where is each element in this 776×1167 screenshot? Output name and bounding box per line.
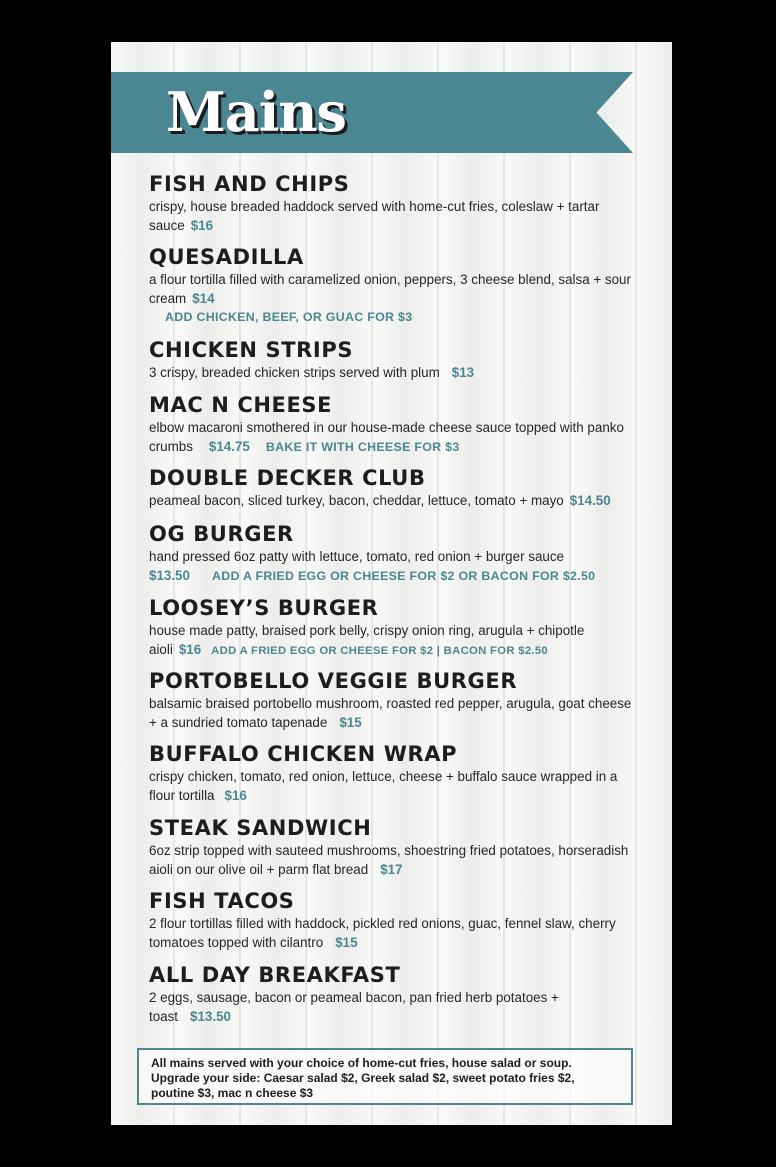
item-name: OG BURGER (149, 522, 294, 546)
item-name: FISH AND CHIPS (149, 172, 350, 196)
item-addon: BAKE IT WITH CHEESE FOR $3 (265, 440, 460, 454)
menu-item-fish-tacos (149, 889, 641, 952)
upgrade-info-line: Upgrade your side: Caesar salad $2, Greek salad $2, sweet potato fries $2, poutine $3, mac n cheese $3 (151, 1071, 575, 1100)
menu-item-mac-n-cheese (149, 393, 641, 457)
menu-item-portobello-veggie-burger (149, 669, 641, 732)
menu-item-steak-sandwich (149, 816, 641, 879)
item-price: $14.50 (569, 493, 611, 508)
item-name: FISH TACOS (149, 889, 295, 913)
item-description: a flour tortilla filled with caramelized onion, peppers, 3 cheese blend, salsa + sour cream $14 ADD CHICKEN, BEEF, OR GUAC FOR $3 (149, 270, 641, 327)
item-description: 2 flour tortillas filled with haddock, pickled red onions, guac, fennel slaw, cherry tomatoes topped with cilantro $15 (149, 916, 616, 950)
item-addon: ADD A FRIED EGG OR CHEESE FOR $2 OR BACON FOR $2.50 (211, 569, 596, 583)
item-description: house made patty, braised pork belly, crispy onion ring, arugula + chipotle aioli $16 ADD A FRIED EGG OR CHEESE FOR $2 | BACON FOR $2.50 (149, 623, 585, 657)
item-name: LOOSEY’S BURGER (149, 596, 379, 620)
item-name: STEAK SANDWICH (149, 816, 372, 840)
item-name: BUFFALO CHICKEN WRAP (149, 742, 458, 766)
sides-info-line: All mains served with your choice of home-cut fries, house salad or soup. (151, 1056, 572, 1070)
item-description: 2 eggs, sausage, bacon or peameal bacon, pan fried herb potatoes + toast $13.50 (149, 990, 559, 1024)
menu-item-quesadilla (149, 245, 641, 327)
item-price: $14 (192, 291, 215, 306)
item-description: 3 crispy, breaded chicken strips served with plum $13 (149, 365, 475, 380)
item-description: peameal bacon, sliced turkey, bacon, cheddar, lettuce, tomato + mayo $14.50 (149, 493, 611, 508)
menu-item-buffalo-chicken-wrap (149, 742, 641, 805)
item-description: hand pressed 6oz patty with lettuce, tomato, red onion + burger sauce $13.50 ADD A FRIED EGG OR CHEESE FOR $2 OR BACON FOR $2.50 (149, 549, 596, 583)
item-price: $13 (451, 365, 475, 380)
item-name: MAC N CHEESE (149, 393, 333, 417)
item-description: crispy, house breaded haddock served with home-cut fries, coleslaw + tartar sauce $16 (149, 199, 600, 233)
menu-item-fish-and-chips (149, 172, 641, 235)
page-title: Mains (166, 80, 346, 144)
menu-item-looseys-burger (149, 596, 641, 661)
menu-item-og-burger (149, 522, 641, 586)
item-name: PORTOBELLO VEGGIE BURGER (149, 669, 518, 693)
menu-item-double-decker-club (149, 466, 641, 510)
item-price: $16 (190, 218, 214, 233)
item-description: balsamic braised portobello mushroom, roasted red pepper, arugula, goat cheese + a sundried tomato tapenade $15 (149, 696, 632, 730)
item-price: $14.75 (208, 439, 250, 454)
item-price: $16 (178, 642, 202, 657)
item-description: elbow macaroni smothered in our house-made cheese sauce topped with panko crumbs $14.75 BAKE IT WITH CHEESE FOR $3 (149, 420, 624, 454)
menu-item-chicken-strips (149, 338, 641, 382)
item-name: QUESADILLA (149, 245, 304, 269)
item-price: $15 (335, 935, 358, 950)
menu-item-all-day-breakfast (149, 963, 641, 1026)
item-name: ALL DAY BREAKFAST (149, 963, 401, 987)
item-description: 6oz strip topped with sauteed mushrooms, shoestring fried potatoes, horseradish aioli on our olive oil + parm flat bread $17 (149, 843, 629, 877)
item-addon: ADD A FRIED EGG OR CHEESE FOR $2 | BACON FOR $2.50 (211, 645, 548, 657)
item-addon: ADD CHICKEN, BEEF, OR GUAC FOR $3 (165, 310, 413, 324)
item-description: crispy chicken, tomato, red onion, lettuce, cheese + buffalo sauce wrapped in a flour tortilla $16 (149, 769, 618, 803)
item-name: DOUBLE DECKER CLUB (149, 466, 426, 490)
item-name: CHICKEN STRIPS (149, 338, 354, 362)
menu-page (111, 42, 672, 1125)
item-price: $16 (224, 788, 247, 803)
item-price: $15 (339, 715, 362, 730)
item-price: $13.50 (190, 1009, 231, 1024)
sides-info-box (137, 1048, 633, 1105)
item-price: $13.50 (149, 568, 190, 583)
item-price: $17 (380, 862, 403, 877)
